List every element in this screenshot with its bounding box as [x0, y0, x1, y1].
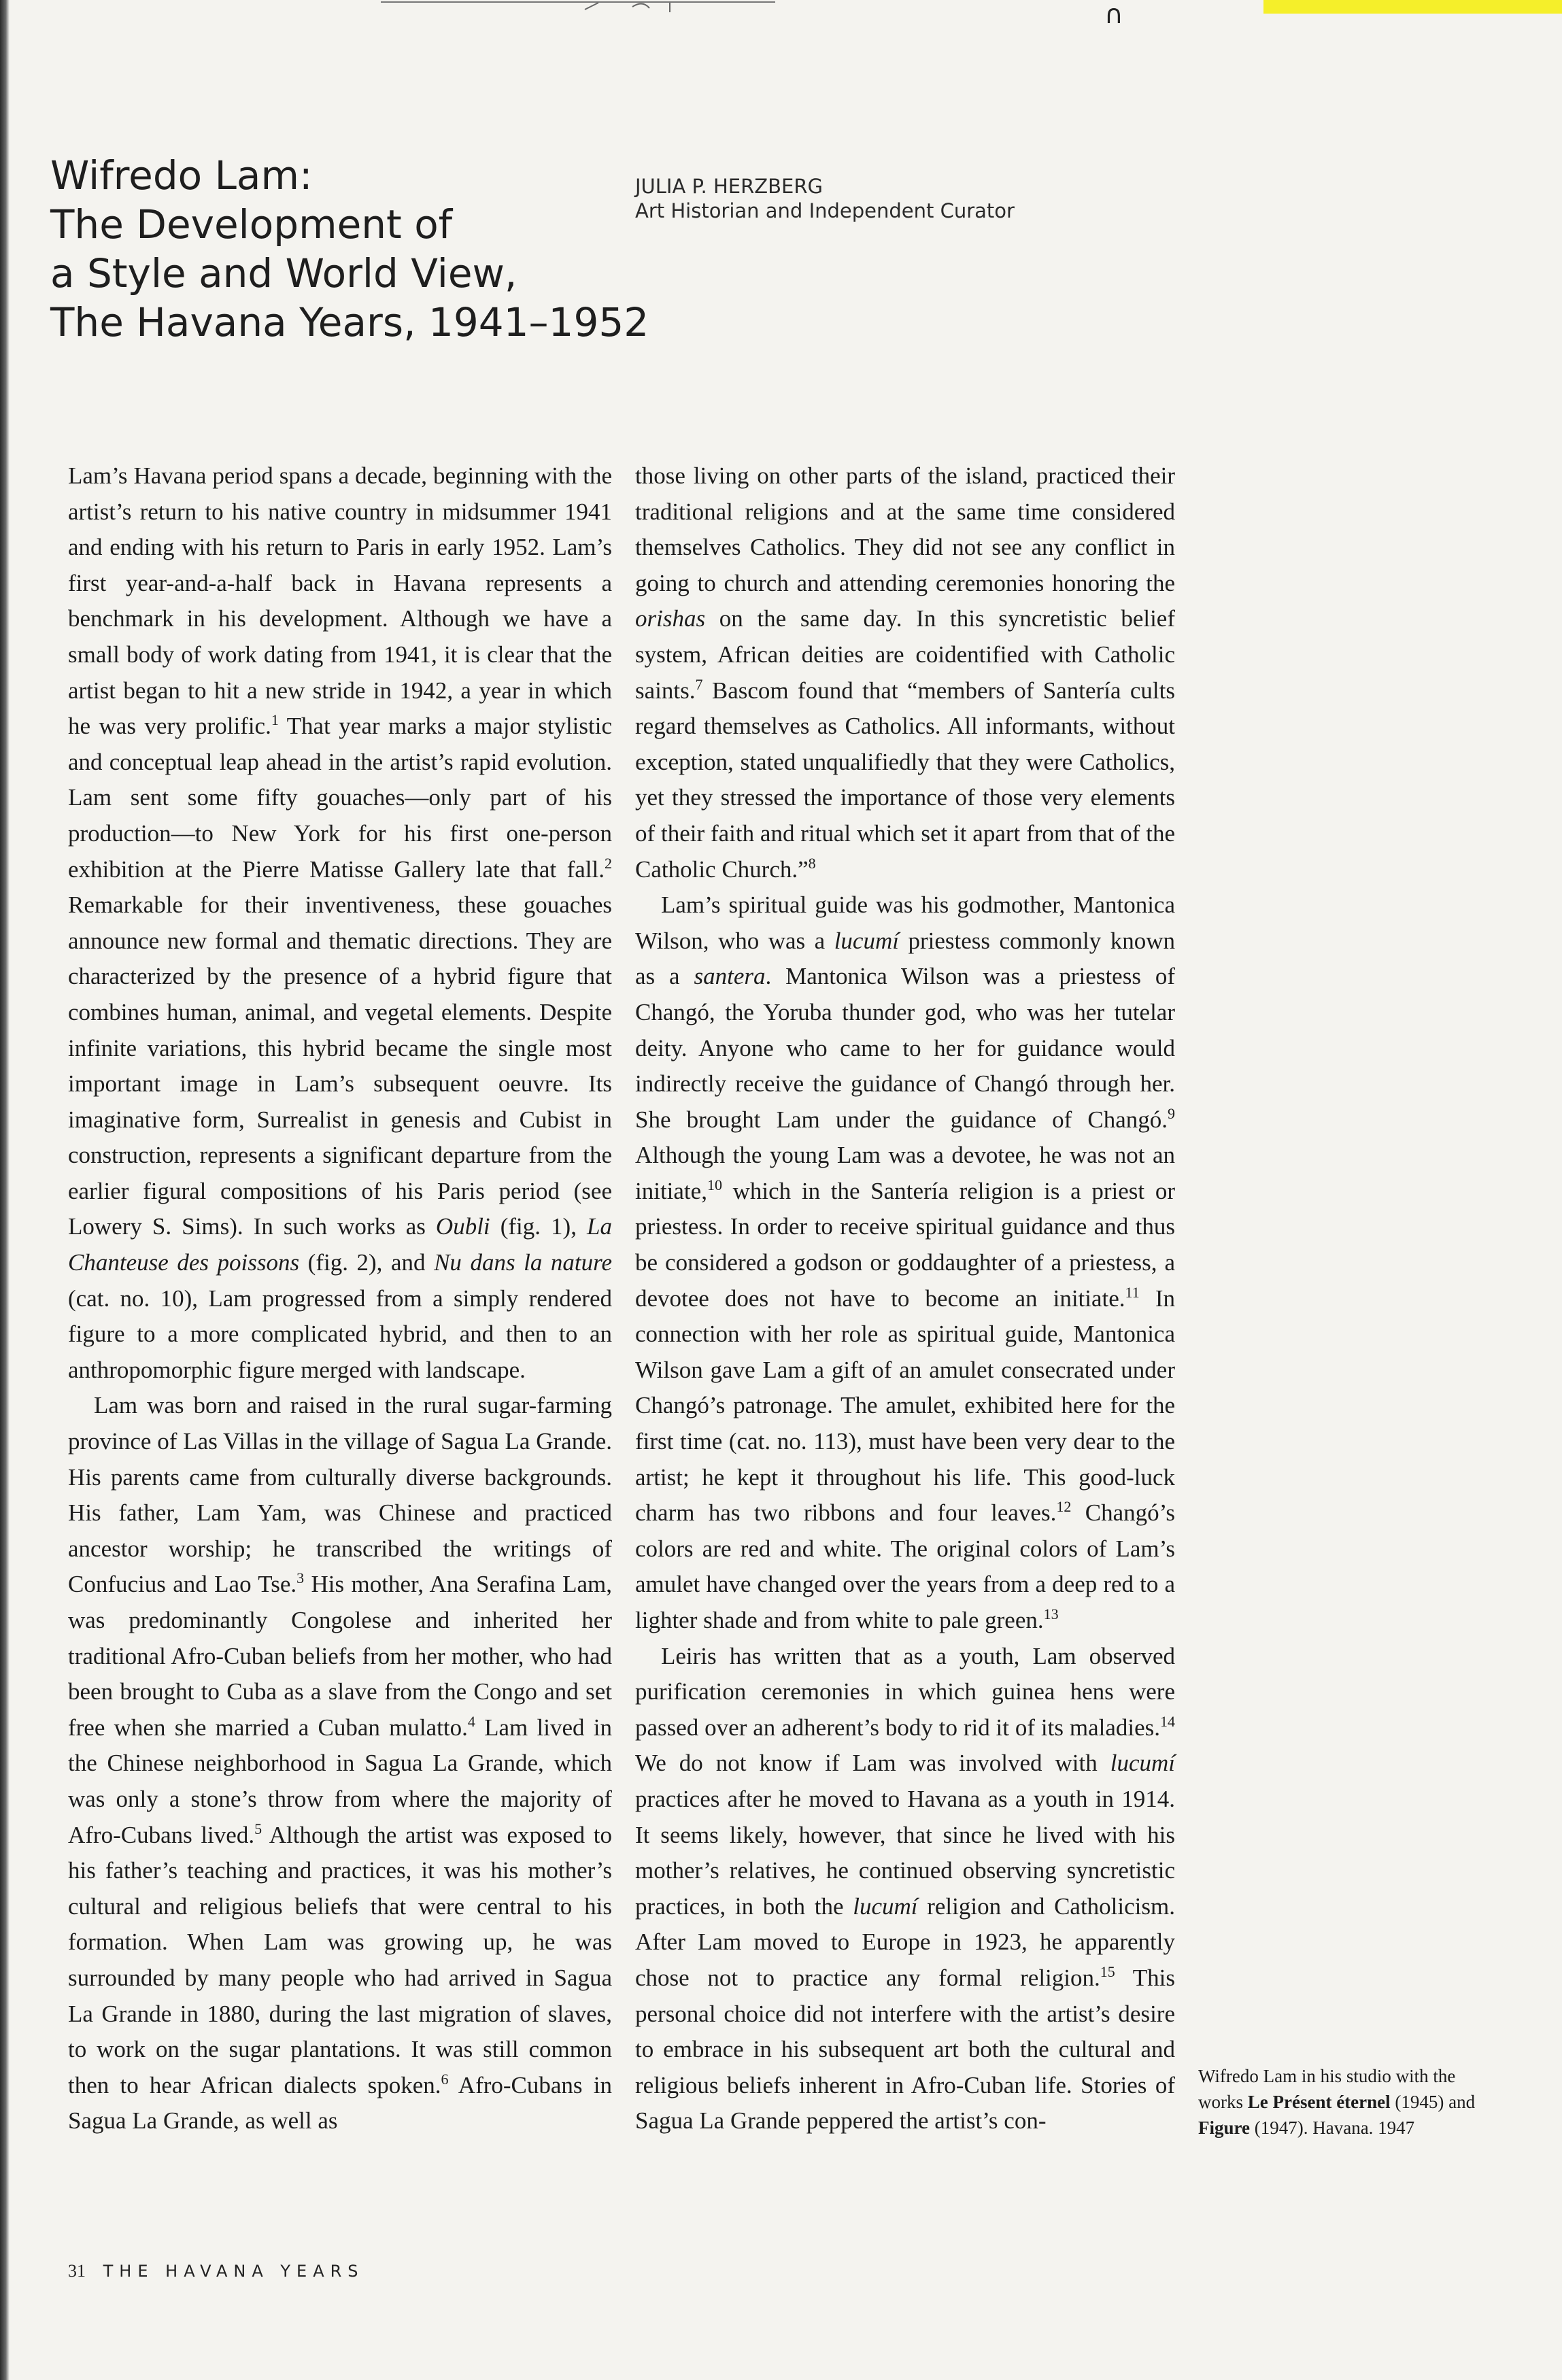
artwork-title: Le Présent éternel	[1247, 2092, 1391, 2112]
author-block	[635, 174, 1015, 223]
author-name: JULIA P. HERZBERG	[635, 175, 823, 198]
right-column	[635, 458, 1175, 2139]
footnote-ref: 10	[707, 1176, 722, 1193]
footnote-ref: 12	[1056, 1498, 1072, 1516]
author-role: Art Historian and Independent Curator	[635, 199, 1015, 222]
page-footer	[68, 2261, 364, 2281]
footnote-ref: 4	[467, 1712, 475, 1730]
top-glyph: ∩	[1104, 0, 1123, 29]
artwork-title: Nu dans la nature	[434, 1249, 612, 1276]
footnote-ref: 13	[1043, 1605, 1059, 1622]
footnote-ref: 6	[441, 2070, 449, 2088]
page-number: 31	[68, 2261, 86, 2281]
footnote-ref: 3	[296, 1569, 305, 1587]
footnote-ref: 8	[808, 854, 816, 872]
title-line-2: The Development of	[50, 201, 453, 248]
yellow-sticky-tab	[1263, 0, 1562, 14]
body-paragraph: Leiris has written that as a youth, Lam observed purification ceremonies in which guinea hens were passed over an adherent’s body to rid it of its maladies.$^{14}$ We do not know if Lam was involved with lucumí practices after he moved to Havana as a youth in 1914. It seems likely, however, that since he lived with his mother’s relatives, he continued observing syncretistic practices, in both the lucumí religion and Catholicism. After Lam moved to Europe in 1923, he apparently chose not to practice any formal religion.$^{15}$ This personal choice did not interfere with the artist’s desire to embrace in his subsequent art both the cultural and religious beliefs inherent in Afro-Cuban life. Stories of Sagua La Grande peppered the artist’s con-	[635, 1642, 1175, 2135]
title-line-3: a Style and World View,	[50, 250, 517, 296]
figure-caption: Wifredo Lam in his studio with the works Le Présent éternel (1945) and Figure (1947). Havana. 1947	[1198, 2066, 1476, 2138]
footnote-ref: 1	[271, 711, 279, 729]
footnote-ref: 9	[1168, 1104, 1175, 1122]
italic-term: santera	[694, 963, 766, 990]
footnote-ref: 11	[1125, 1283, 1140, 1301]
artwork-title: Oubli	[435, 1213, 490, 1240]
footnote-ref: 2	[605, 854, 612, 872]
title-line-4: The Havana Years, 1941–1952	[50, 299, 649, 345]
page-edge-shadow	[0, 0, 10, 2380]
footnote-ref: 15	[1100, 1962, 1115, 1980]
title-line-1: Wifredo Lam:	[50, 152, 313, 199]
footnote-ref: 5	[254, 1820, 262, 1837]
left-column	[68, 458, 612, 2139]
body-paragraph: Lam was born and raised in the rural sugar-farming province of Las Villas in the village of Sagua La Grande. His parents came from culturally diverse backgrounds. His father, Lam Yam, was Chinese and practiced ancestor worship; he transcribed the writings of Confucius and Lao Tse.$^3$ His mother, Ana Serafina Lam, was predominantly Congolese and inherited her traditional Afro-Cuban beliefs from her mother, who had been brought to Cuba as a slave from the Congo and set free when she married a Cuban mulatto.$^4$ Lam lived in the Chinese neighborhood in Sagua La Grande, which was only a stone’s throw from where the majority of Afro-Cubans lived.$^5$ Although the artist was exposed to his father’s teaching and practices, it was his mother’s cultural and religious beliefs that were central to his formation. When Lam was growing up, he was surrounded by many people who had arrived in Sagua La Grande in 1880, during the last migration of slaves, to work on the sugar plantations. It was still common then to hear African dialects spoken.$^6$ Afro-Cubans in Sagua La Grande, as well as	[68, 1392, 612, 2135]
body-paragraph: Lam’s Havana period spans a decade, beginning with the artist’s return to his native country in midsummer 1941 and ending with his return to Paris in early 1952. Lam’s first year-and-a-half back in Havana represents a benchmark in his development. Although we have a small body of work dating from 1941, it is clear that the artist began to hit a new stride in 1942, a year in which he was very prolific.$^1$ That year marks a major stylistic and conceptual leap ahead in the artist’s rapid evolution. Lam sent some fifty gouaches—only part of his production—to New York for his first one-person exhibition at the Pierre Matisse Gallery late that fall.$^2$ Remarkable for their inventiveness, these gouaches announce new formal and thematic directions. They are characterized by the presence of a hybrid figure that combines human, animal, and vegetal elements. Despite infinite variations, this hybrid became the single most important image in Lam’s subsequent oeuvre. Its imaginative form, Surrealist in genesis and Cubist in construction, represents a significant departure from the earlier figural compositions of his Paris period (see Lowery S. Sims). In such works as Oubli (fig. 1), La Chanteuse des poissons (fig. 2), and Nu dans la nature (cat. no. 10), Lam progressed from a simply rendered figure to a more complicated hybrid, and then to an anthropomorphic figure merged with landscape.	[68, 462, 612, 1383]
article-title	[50, 151, 662, 347]
footnote-ref: 7	[695, 675, 703, 693]
artwork-title: La Chanteuse des poissons	[68, 1213, 612, 1276]
running-title: THE HAVANA YEARS	[103, 2262, 364, 2281]
footnote-ref: 14	[1160, 1712, 1175, 1730]
italic-term: lucumí	[853, 1892, 918, 1920]
italic-term: lucumí	[1110, 1750, 1175, 1777]
artwork-title: Figure	[1198, 2118, 1250, 2138]
italic-term: lucumí	[834, 927, 899, 954]
italic-term: orishas	[635, 605, 706, 632]
body-paragraph: Lam’s spiritual guide was his godmother, Mantonica Wilson, who was a lucumí priestess commonly known as a santera. Mantonica Wilson was a priestess of Changó, the Yoruba thunder god, who was her tutelar deity. Anyone who came to her for guidance would indirectly receive the guidance of Changó through her. She brought Lam under the guidance of Changó.$^9$ Although the young Lam was a devotee, he was not an initiate,$^{10}$ which in the Santería religion is a priest or priestess. In order to receive spiritual guidance and thus be considered a godson or goddaughter of a priestess, a devotee does not have to become an initiate.$^{11}$ In connection with her role as spiritual guide, Mantonica Wilson gave Lam a gift of an amulet consecrated under Changó’s patronage. The amulet, exhibited here for the first time (cat. no. 113), must have been very dear to the artist; he kept it throughout his life. This good-luck charm has two ribbons and four leaves.$^{12}$ Changó’s colors are red and white. The original colors of Lam’s amulet have changed over the years from a deep red to a lighter shade and from white to pale green.$^{13}$	[635, 891, 1175, 1633]
body-paragraph: those living on other parts of the island, practiced their traditional religions and at the same time considered themselves Catholics. They did not see any conflict in going to church and attending ceremonies honoring the orishas on the same day. In this syncretistic belief system, African deities are coidentified with Catholic saints.$^7$ Bascom found that “members of Santería cults regard themselves as Catholics. All informants, without exception, stated unqualifiedly that they were Catholics, yet they stressed the importance of those very elements of their faith and ritual which set it apart from that of the Catholic Church.”$^8$	[635, 462, 1175, 883]
